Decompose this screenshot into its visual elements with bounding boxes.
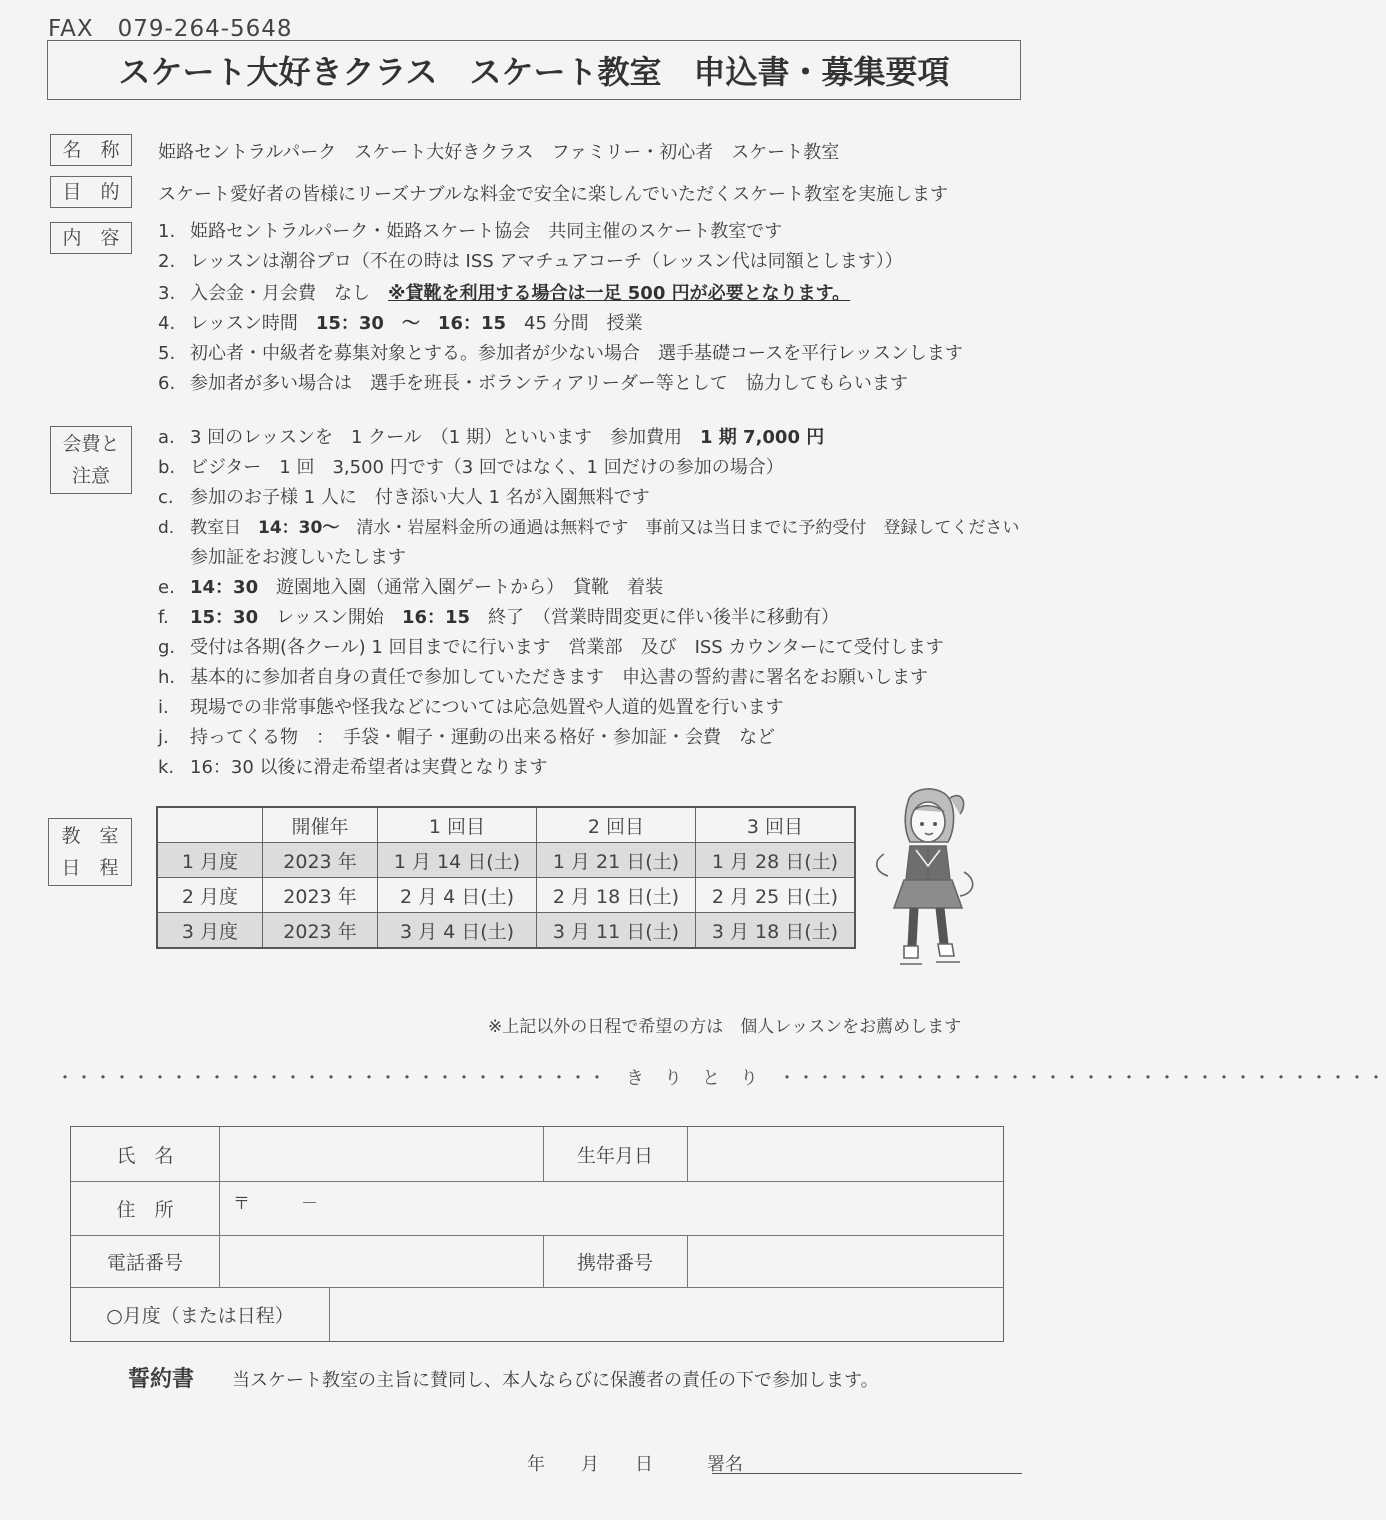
address-field[interactable]: 〒 － bbox=[233, 1194, 318, 1214]
list-marker: c. bbox=[158, 487, 174, 508]
table-header-cell: 1 回目 bbox=[378, 807, 537, 843]
fees-text: レッスン開始 bbox=[258, 607, 402, 628]
list-marker: b. bbox=[158, 457, 176, 478]
list-marker: 1. bbox=[158, 221, 176, 242]
content-text-emphasis: 15：30 ～ 16：15 bbox=[315, 313, 507, 334]
phone-field[interactable] bbox=[221, 1235, 543, 1287]
content-item-5 bbox=[158, 339, 963, 365]
list-marker: f. bbox=[158, 607, 169, 628]
fees-text-emphasis: 16：15 bbox=[401, 607, 471, 628]
label-schedule-line1: 教 室 bbox=[61, 824, 119, 847]
list-marker: a. bbox=[158, 427, 175, 448]
table-cell: 1 月度 bbox=[157, 843, 263, 878]
fees-item-k bbox=[158, 753, 548, 779]
list-marker: j. bbox=[158, 727, 169, 748]
table-header-cell bbox=[157, 807, 263, 843]
label-fees bbox=[50, 426, 132, 494]
table-cell: 2023 年 bbox=[263, 843, 378, 878]
list-marker: 6. bbox=[158, 373, 176, 394]
label-schedule bbox=[48, 818, 132, 886]
content-text: 入会金・月会費 なし bbox=[190, 283, 388, 304]
label-name: 名 称 bbox=[50, 134, 132, 166]
fees-text: 参加のお子様 1 人に 付き添い大人 1 名が入園無料です bbox=[190, 487, 650, 508]
form-label-month: ○月度（または日程） bbox=[106, 1304, 294, 1327]
table-cell: 3 月度 bbox=[157, 913, 263, 949]
oath-row bbox=[128, 1362, 879, 1393]
label-fees-line1: 会費と bbox=[62, 432, 120, 455]
list-marker: g. bbox=[158, 637, 176, 658]
content-text: 姫路セントラルパーク・姫路スケート協会 共同主催のスケート教室です bbox=[190, 221, 783, 242]
table-header-cell: 2 回目 bbox=[537, 807, 696, 843]
fees-item-h bbox=[158, 663, 928, 689]
fees-text: 現場での非常事態や怪我などについては応急処置や人道的処置を行います bbox=[190, 697, 784, 718]
list-marker: 4. bbox=[158, 313, 176, 334]
schedule-note: ※上記以外の日程で希望の方は 個人レッスンをお薦めします bbox=[488, 1017, 962, 1037]
content-item-3 bbox=[158, 279, 850, 305]
table-cell: 2 月 4 日(土) bbox=[378, 878, 537, 913]
fees-text: 受付は各期(各クール) 1 回目までに行います 営業部 及び ISS カウンターにて受付します bbox=[190, 637, 944, 658]
list-marker: 3. bbox=[158, 283, 176, 304]
form-divider bbox=[687, 1235, 688, 1287]
table-cell: 3 月 4 日(土) bbox=[378, 913, 537, 949]
skater-girl-illustration bbox=[870, 780, 980, 980]
form-divider bbox=[219, 1127, 220, 1287]
content-text: 初心者・中級者を募集対象とする。参加者が少ない場合 選手基礎コースを平行レッスンします bbox=[190, 343, 963, 364]
fees-item-f bbox=[158, 603, 839, 629]
fees-text: 基本的に参加者自身の責任で参加していただきます 申込書の誓約書に署名をお願いします bbox=[190, 667, 928, 688]
form-label-phone: 電話番号 bbox=[106, 1251, 183, 1274]
content-text: レッスンは潮谷プロ（不在の時は ISS アマチュアコーチ（レッスン代は同額とします）） bbox=[190, 251, 903, 272]
fees-text: 遊園地入園（通常入園ゲートから） 貸靴 着装 bbox=[258, 577, 664, 598]
table-cell: 2 月 18 日(土) bbox=[537, 878, 696, 913]
fees-item-g bbox=[158, 633, 944, 659]
purpose-text: スケート愛好者の皆様にリーズナブルな料金で安全に楽しんでいただくスケート教室を実施します bbox=[158, 184, 949, 205]
fees-item-j bbox=[158, 723, 775, 749]
table-cell: 2 月度 bbox=[157, 878, 263, 913]
list-marker: e. bbox=[158, 577, 175, 598]
date-signature-labels: 年 月 日 署名 bbox=[527, 1454, 743, 1475]
form-label-birthday: 生年月日 bbox=[576, 1144, 653, 1167]
list-marker: d. bbox=[158, 518, 175, 538]
list-marker: k. bbox=[158, 757, 175, 778]
fees-text-emphasis: 15：30 bbox=[190, 607, 259, 628]
form-divider bbox=[329, 1287, 330, 1341]
table-cell: 3 月 18 日(土) bbox=[696, 913, 856, 949]
list-marker: 2. bbox=[158, 251, 176, 272]
label-schedule-line2: 日 程 bbox=[61, 857, 119, 879]
label-purpose: 目 的 bbox=[50, 176, 132, 208]
fees-text: ビジター 1 回 3,500 円です（3 回ではなく、1 回だけの参加の場合） bbox=[190, 457, 784, 478]
fees-item-c bbox=[158, 483, 650, 509]
oath-text: 当スケート教室の主旨に賛同し、本人ならびに保護者の責任の下で参加します。 bbox=[232, 1370, 879, 1391]
cut-line: ・・・・・・・・・・・・・・・・・・・・・・・・・・・・・ き り と り ・・・・・・・・・・・・・・・・・・・・・・・・・・・・・・・・ bbox=[56, 1068, 1386, 1089]
fees-item-e bbox=[158, 573, 663, 599]
form-label-address: 住 所 bbox=[116, 1198, 174, 1221]
form-label-mobile: 携帯番号 bbox=[576, 1251, 653, 1274]
fees-text: 終了 （営業時間変更に伴い後半に移動有） bbox=[470, 607, 840, 628]
table-cell: 1 月 28 日(土) bbox=[696, 843, 856, 878]
table-row bbox=[157, 878, 855, 913]
schedule-table bbox=[156, 806, 856, 949]
mobile-field[interactable] bbox=[689, 1235, 1003, 1287]
table-cell: 2 月 25 日(土) bbox=[696, 878, 856, 913]
fees-item-d bbox=[158, 513, 1019, 538]
fees-item-b bbox=[158, 453, 784, 479]
fees-text: 持ってくる物 ： 手袋・帽子・運動の出来る格好・参加証・会費 など bbox=[190, 727, 775, 748]
fees-text-emphasis: 14：30～ bbox=[258, 518, 340, 538]
label-content: 内 容 bbox=[50, 222, 132, 254]
content-item-2 bbox=[158, 247, 903, 273]
birthday-field[interactable] bbox=[689, 1127, 1003, 1181]
list-marker: i. bbox=[158, 697, 169, 718]
application-form bbox=[70, 1126, 1004, 1342]
form-label-name: 氏 名 bbox=[116, 1144, 174, 1167]
content-item-4 bbox=[158, 309, 643, 335]
fax-number: FAX 079-264-5648 bbox=[48, 16, 293, 42]
page-title: スケート大好きクラス スケート教室 申込書・募集要項 bbox=[47, 40, 1021, 100]
table-cell: 3 月 11 日(土) bbox=[537, 913, 696, 949]
table-header-cell: 開催年 bbox=[263, 807, 378, 843]
table-header-cell: 3 回目 bbox=[696, 807, 856, 843]
fees-text: 清水・岩屋料金所の通過は無料です 事前又は当日までに予約受付 登録してください bbox=[339, 518, 1020, 538]
table-header-row bbox=[157, 807, 855, 843]
fees-text: 教室日 bbox=[190, 518, 258, 538]
fees-item-a bbox=[158, 423, 824, 449]
fees-text-emphasis: 1 期 7,000 円 bbox=[699, 427, 825, 448]
table-cell: 1 月 21 日(土) bbox=[537, 843, 696, 878]
fees-item-d-cont bbox=[158, 543, 406, 569]
table-cell: 2023 年 bbox=[263, 878, 378, 913]
content-item-6 bbox=[158, 369, 908, 395]
content-item-1 bbox=[158, 217, 782, 243]
signature-line[interactable] bbox=[712, 1473, 1022, 1474]
content-text-emphasis: ※貸靴を利用する場合は一足 500 円が必要となります。 bbox=[388, 283, 851, 304]
content-text: 45 分間 授業 bbox=[506, 313, 643, 334]
fees-text-emphasis: 14：30 bbox=[190, 577, 259, 598]
label-fees-line2: 注意 bbox=[71, 465, 110, 487]
table-cell: 2023 年 bbox=[263, 913, 378, 949]
content-text: レッスン時間 bbox=[190, 313, 316, 334]
list-marker: h. bbox=[158, 667, 176, 688]
fees-item-i bbox=[158, 693, 784, 719]
month-field[interactable] bbox=[331, 1287, 1003, 1341]
fees-text: 16：30 以後に滑走希望者は実費となります bbox=[190, 757, 548, 778]
table-cell: 1 月 14 日(土) bbox=[378, 843, 537, 878]
content-text: 参加者が多い場合は 選手を班長・ボランティアリーダー等として 協力してもらいます bbox=[190, 373, 908, 394]
list-marker: 5. bbox=[158, 343, 176, 364]
name-field[interactable] bbox=[221, 1127, 543, 1181]
fees-text: 参加証をお渡しいたします bbox=[190, 547, 406, 568]
fees-text: 3 回のレッスンを 1 クール （1 期）といいます 参加費用 bbox=[190, 427, 700, 448]
table-row bbox=[157, 913, 855, 949]
oath-title: 誓約書 bbox=[128, 1367, 195, 1392]
form-divider bbox=[687, 1127, 688, 1181]
table-row bbox=[157, 843, 855, 878]
name-text: 姫路セントラルパーク スケート大好きクラス ファミリー・初心者 スケート教室 bbox=[158, 142, 840, 163]
